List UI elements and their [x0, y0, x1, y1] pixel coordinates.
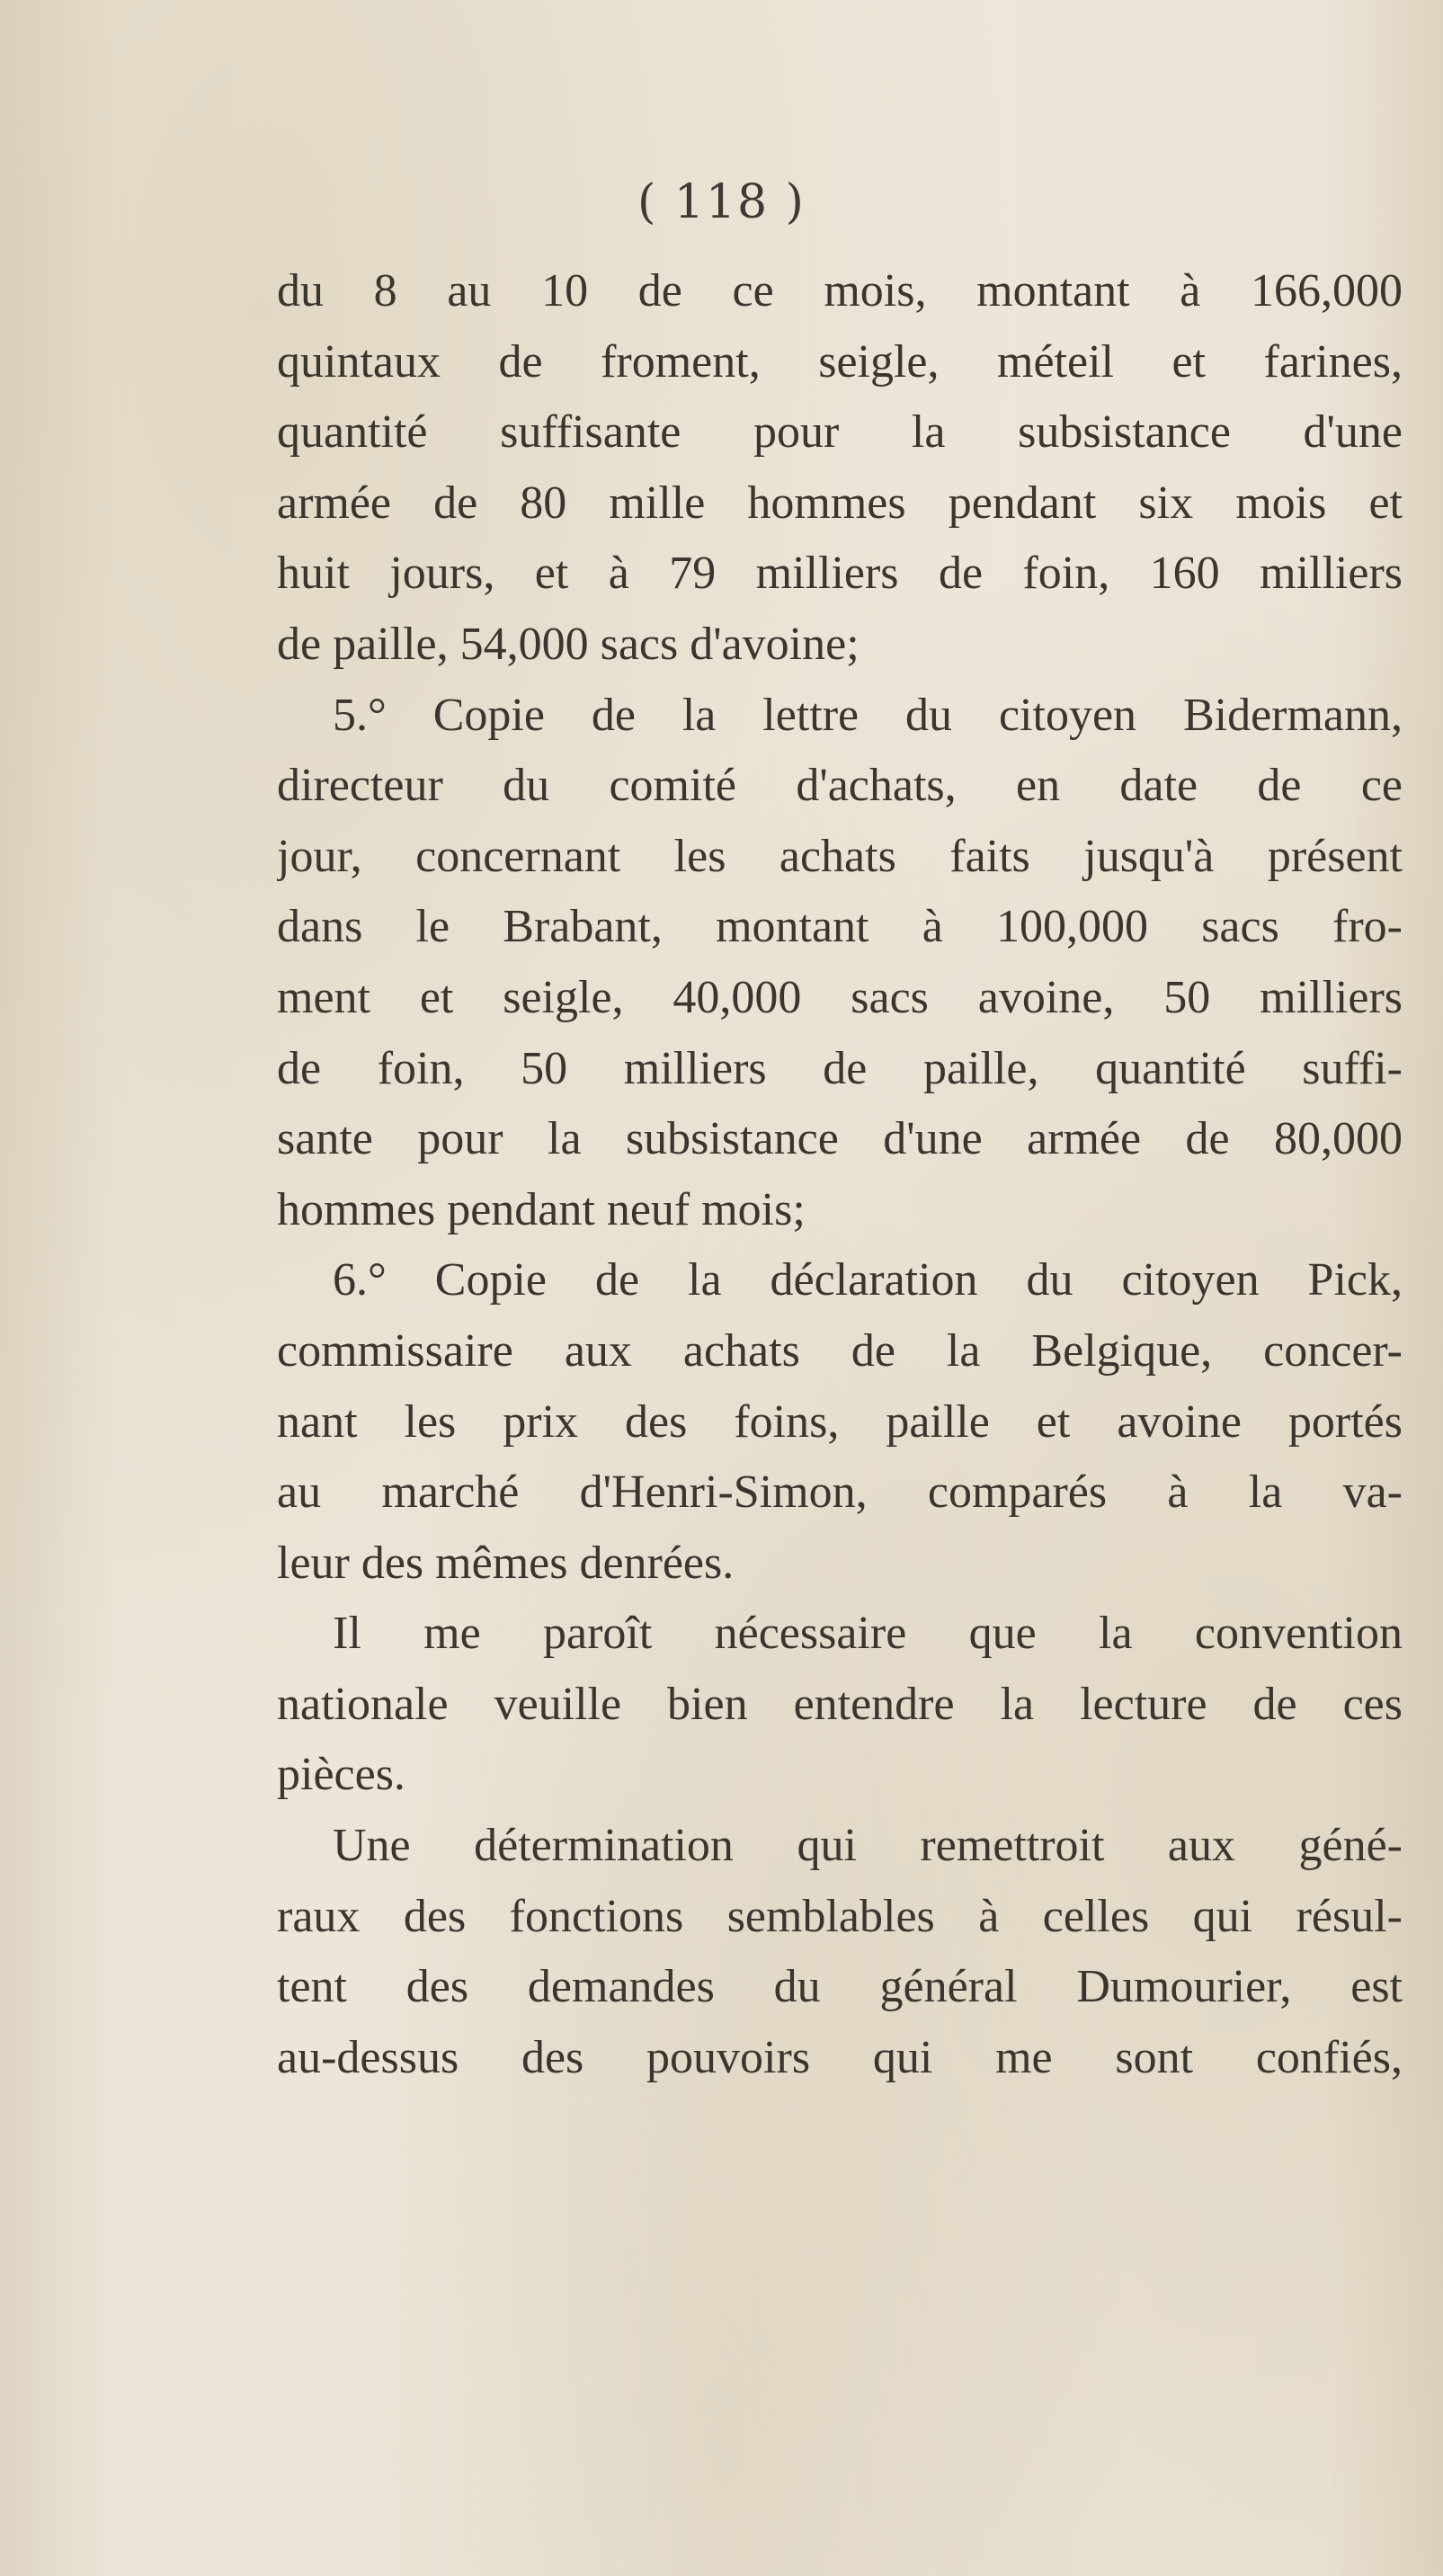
- text-line: dans le Brabant, montant à 100,000 sacs fro-: [277, 901, 1403, 953]
- text-line: raux des fonctions semblables à celles qui résul-: [277, 1890, 1403, 1942]
- text-line: leur des mêmes denrées.: [277, 1537, 735, 1589]
- text-line: commissaire aux achats de la Belgique, concer-: [277, 1324, 1403, 1377]
- text-line: 6.° Copie de la déclaration du citoyen Pick,: [333, 1254, 1403, 1306]
- paragraph-item-5: [277, 681, 1403, 1246]
- text-line: hommes pendant neuf mois;: [277, 1183, 806, 1235]
- text-line: Il me paroît nécessaire que la convention: [333, 1608, 1403, 1660]
- text-line: Une détermination qui remettroit aux géné-: [333, 1820, 1403, 1872]
- paragraph-continuation: [277, 256, 1403, 681]
- text-line: tent des demandes du général Dumourier, est: [277, 1961, 1403, 2013]
- text-line: directeur du comité d'achats, en date de ce: [277, 760, 1403, 812]
- text-line: sante pour la subsistance d'une armée de 80,000: [277, 1113, 1403, 1165]
- text-line: pièces.: [277, 1749, 405, 1801]
- text-line: de foin, 50 milliers de paille, quantité suffi-: [277, 1042, 1403, 1094]
- text-line: nationale veuille bien entendre la lecture de ces: [277, 1678, 1403, 1730]
- body-text: [277, 256, 1403, 2093]
- text-line: 5.° Copie de la lettre du citoyen Bidermann,: [333, 689, 1403, 741]
- text-line: au marché d'Henri-Simon, comparés à la va-: [277, 1466, 1403, 1519]
- text-line: du 8 au 10 de ce mois, montant à 166,000: [277, 265, 1403, 316]
- page-number: ( 118 ): [637, 175, 806, 229]
- text-line: nant les prix des foins, paille et avoine portés: [277, 1395, 1403, 1448]
- text-line: ment et seigle, 40,000 sacs avoine, 50 milliers: [277, 971, 1403, 1023]
- text-line: huit jours, et à 79 milliers de foin, 160 milliers: [277, 548, 1403, 600]
- paragraph-convention: [277, 1599, 1403, 1811]
- text-line: quantité suffisante pour la subsistance d'une: [277, 406, 1403, 459]
- paragraph-item-6: [277, 1245, 1403, 1599]
- paragraph-determination: [277, 1811, 1403, 2093]
- text-line: de paille, 54,000 sacs d'avoine;: [277, 618, 860, 670]
- text-line: quintaux de froment, seigle, méteil et farines,: [277, 335, 1403, 388]
- text-line: au-dessus des pouvoirs qui me sont confiés,: [277, 2031, 1403, 2083]
- text-line: jour, concernant les achats faits jusqu'à présent: [277, 830, 1403, 882]
- text-line: armée de 80 mille hommes pendant six mois et: [277, 477, 1403, 529]
